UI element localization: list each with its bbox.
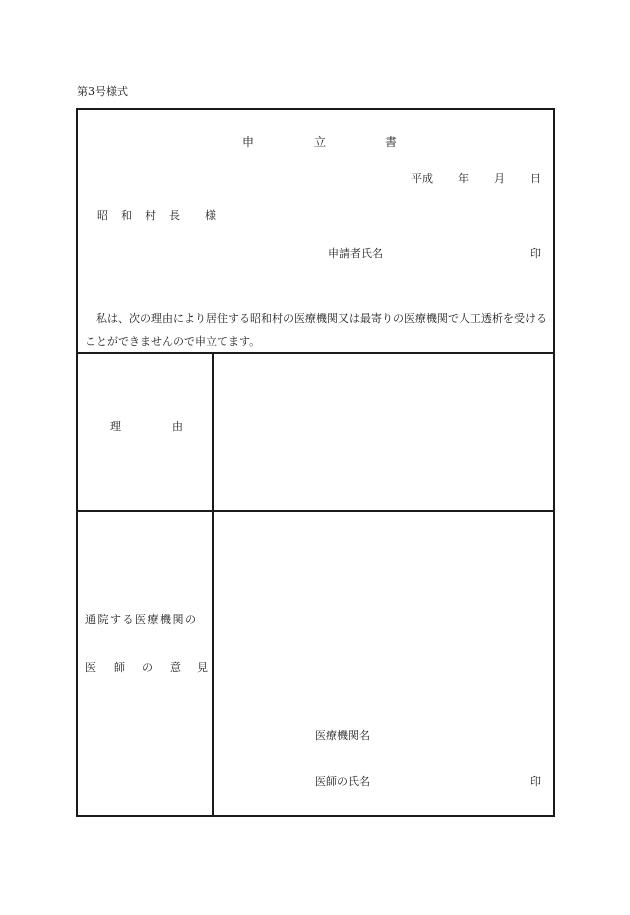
reason-label-char-2: 由: [172, 420, 183, 433]
date-month: 月: [494, 172, 505, 185]
date-era: 平成: [411, 172, 433, 185]
applicant-seal-mark: 印: [530, 247, 541, 260]
doctor-opinion-label-char-2: 師: [114, 661, 125, 674]
doctor-name-label: 医師の氏名: [315, 775, 370, 788]
doctor-opinion-label-char-3: の: [142, 661, 153, 674]
reason-label-char-1: 理: [110, 420, 121, 433]
doctor-opinion-label-line1: 通院する医療機関の: [85, 613, 198, 626]
date-day: 日: [530, 172, 541, 185]
doctor-opinion-field[interactable]: [216, 512, 553, 712]
title-char-1: 申: [242, 135, 255, 149]
addressee-honorific: 様: [205, 209, 216, 222]
application-form: [76, 108, 555, 817]
doctor-seal-mark: 印: [530, 775, 541, 788]
addressee-char-2: 和: [121, 209, 132, 222]
applicant-name-label: 申請者氏名: [328, 247, 383, 260]
date-year: 年: [458, 172, 469, 185]
addressee-char-1: 昭: [97, 209, 108, 222]
doctor-opinion-label-char-1: 医: [85, 661, 96, 674]
doctor-opinion-label-char-4: 意: [170, 661, 181, 674]
statement-text: 私は、次の理由により居住する昭和村の医療機関又は最寄りの医療機関で人工透析を受けることができませんので申立てます。: [85, 312, 547, 348]
label-column-divider: [212, 352, 214, 817]
doctor-opinion-label-char-5: 見: [197, 661, 208, 674]
title-char-2: 立: [314, 135, 327, 149]
addressee-char-4: 長: [169, 209, 180, 222]
institution-name-label: 医療機関名: [315, 729, 370, 742]
addressee-char-3: 村: [145, 209, 156, 222]
form-number: 第3号様式: [77, 85, 128, 98]
title-char-3: 書: [385, 135, 398, 149]
reason-field[interactable]: [216, 354, 553, 508]
